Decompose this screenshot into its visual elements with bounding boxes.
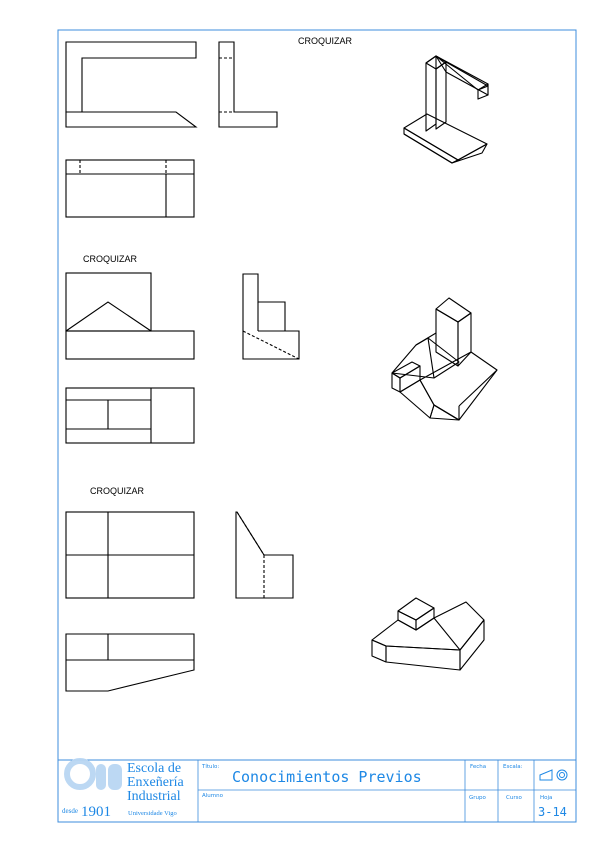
croquizar-label-1: CROQUIZAR <box>298 36 352 46</box>
ex2-isometric <box>392 298 497 420</box>
drawing-title: Conocimientos Previos <box>232 768 422 786</box>
ex3-front-view <box>66 512 194 598</box>
escala-label: Escala: <box>503 764 523 770</box>
university-name: Universidade Vigo <box>128 810 177 817</box>
since-prefix: desde <box>62 807 78 815</box>
alumno-label: Alumno <box>202 793 223 799</box>
ex3-isometric <box>372 598 484 670</box>
school-name-line2: Enxeñería <box>127 775 184 790</box>
exercise-2 <box>66 273 497 443</box>
sheet-number: 3-14 <box>538 805 567 819</box>
ex3-top-view <box>66 634 194 691</box>
school-logo-icon <box>67 761 122 790</box>
grupo-label: Grupo <box>469 795 486 801</box>
ex1-side-view <box>219 42 277 127</box>
ex1-isometric <box>404 56 488 163</box>
ex3-side-view <box>236 512 293 598</box>
sheet-border <box>58 30 576 822</box>
ex2-top-view <box>66 388 194 443</box>
fecha-label: Fecha <box>470 764 487 770</box>
ex2-front-view <box>66 273 194 359</box>
school-name-line3: Industrial <box>127 789 181 804</box>
exercise-3 <box>66 512 484 691</box>
ex2-side-view <box>243 274 299 359</box>
school-name-line1: Escola de <box>127 761 182 776</box>
curso-label: Curso <box>506 795 522 801</box>
exercise-1 <box>66 42 488 217</box>
projection-symbol-icon <box>540 770 567 780</box>
croquizar-label-3: CROQUIZAR <box>90 486 144 496</box>
ex1-front-view <box>66 42 196 127</box>
croquizar-label-2: CROQUIZAR <box>83 254 137 264</box>
hoja-label: Hoja <box>540 795 553 801</box>
since-year: 1901 <box>81 804 111 820</box>
ex1-top-view <box>66 160 194 217</box>
titulo-label: Título: <box>202 764 220 770</box>
